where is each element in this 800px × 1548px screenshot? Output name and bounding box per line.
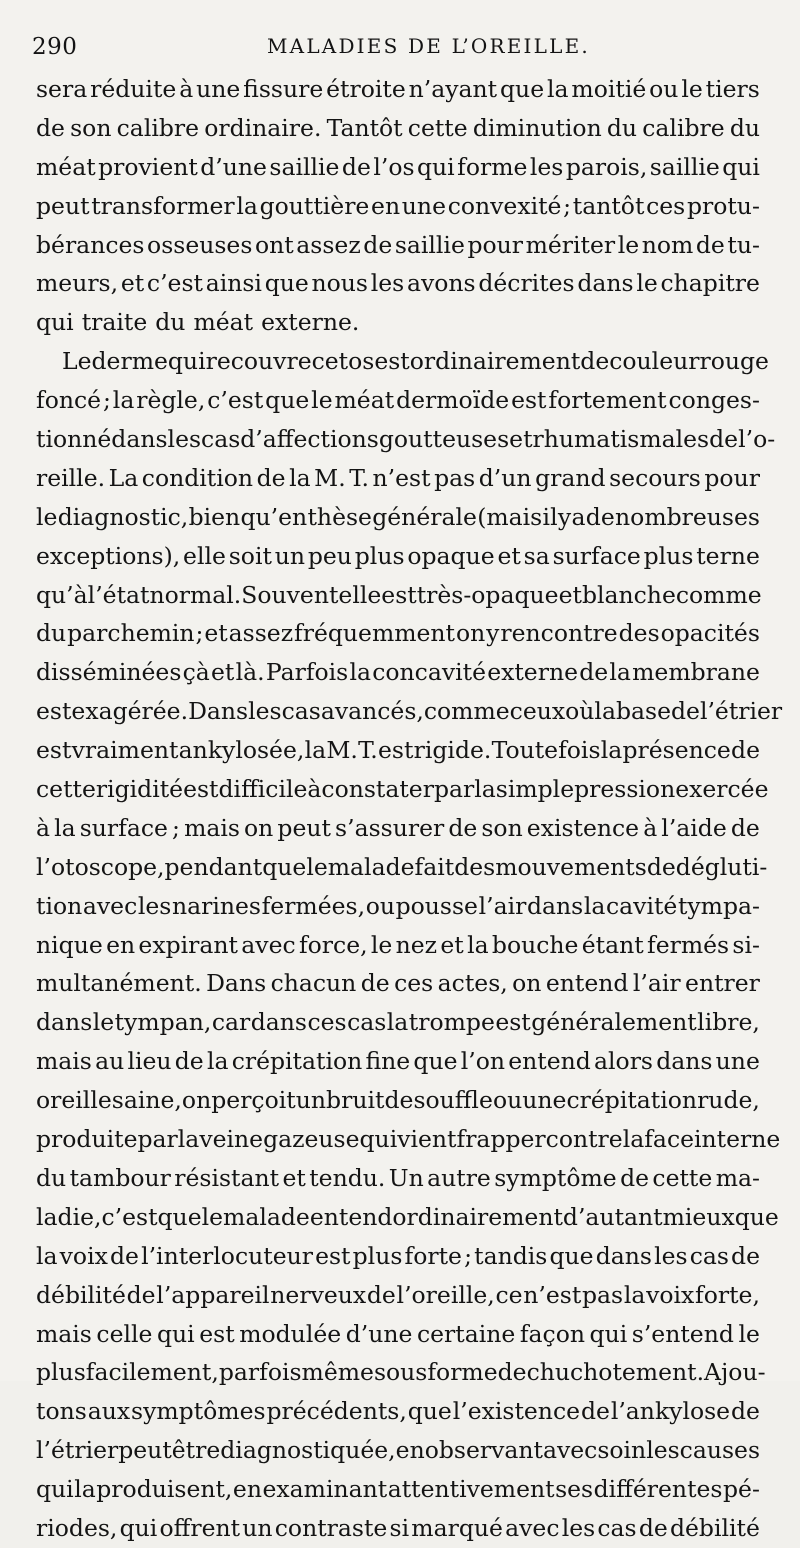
text-line: l’otoscope, pendant que le malade fait des mouvements de dégluti- bbox=[36, 852, 768, 881]
text-line: mais au lieu de la crépitation fine que l’on entend alors dans une bbox=[36, 1047, 760, 1076]
text-line: foncé ; la règle, c’est que le méat dermoïde est fortement conges- bbox=[36, 386, 760, 415]
text-line: du parchemin ; et assez fréquemment on y rencontre des opacités bbox=[36, 619, 760, 648]
text-line: qui traite du méat externe. bbox=[36, 308, 360, 337]
running-head bbox=[32, 30, 760, 62]
text-line: le diagnostic, bien qu’en thèse générale (mais il y a de nombreuses bbox=[36, 502, 760, 531]
body-text bbox=[36, 70, 783, 1548]
text-line: méat provient d’une saillie de l’os qui forme les parois, saillie qui bbox=[36, 152, 760, 181]
text-line: ladie, c’est que le malade entend ordinairement d’autant mieux que bbox=[36, 1202, 779, 1231]
text-line: plus facilement, parfois même sous forme de chuchotement. Ajou- bbox=[36, 1358, 766, 1387]
text-line: multanément. Dans chacun de ces actes, on entend l’air entrer bbox=[36, 969, 760, 998]
text-line: riodes, qui offrent un contraste si marqué avec les cas de débilité bbox=[36, 1513, 760, 1542]
text-line: tons aux symptômes précédents, que l’existence de l’ankylose de bbox=[36, 1397, 760, 1426]
text-line: du tambour résistant et tendu. Un autre symptôme de cette ma- bbox=[36, 1163, 760, 1192]
text-line: tion avec les narines fermées, ou pousse l’air dans la cavité tympa- bbox=[36, 891, 760, 920]
text-line: mais celle qui est modulée d’une certaine façon qui s’entend le bbox=[36, 1319, 760, 1348]
text-line: Le derme qui recouvre cet os est ordinairement de couleur rouge bbox=[62, 347, 769, 376]
text-line: bérances osseuses ont assez de saillie pour mériter le nom de tu- bbox=[36, 230, 760, 259]
text-line: disséminées çà et là. Parfois la concavité externe de la membrane bbox=[36, 658, 760, 687]
text-line: dans le tympan, car dans ces cas la trompe est généralement libre, bbox=[36, 1008, 760, 1037]
text-line: produite par la veine gazeuse qui vient frapper contre la face interne bbox=[36, 1125, 781, 1154]
text-line: qu’à l’état normal. Souvent elle est très-opaque et blanche comme bbox=[36, 580, 762, 609]
text-line: de son calibre ordinaire. Tantôt cette diminution du calibre du bbox=[36, 113, 760, 142]
text-line: qui la produisent, en examinant attentivement ses différentes pé- bbox=[36, 1475, 760, 1504]
text-line: est vraiment ankylosée, la M. T. est rigide. Toutefois la présence de bbox=[36, 736, 760, 765]
page-number: 290 bbox=[32, 34, 78, 60]
text-line: cette rigidité est difficile à constater par la simple pression exercée bbox=[36, 775, 769, 804]
text-line: sera réduite à une fissure étroite n’ayant que la moitié ou le tiers bbox=[36, 75, 760, 103]
text-line: la voix de l’interlocuteur est plus forte ; tandis que dans les cas de bbox=[36, 1241, 760, 1270]
text-line: peut transformer la gouttière en une convexité ; tantôt ces protu- bbox=[36, 191, 760, 220]
text-line: tionné dans les cas d’affections goutteuses et rhumatismales de l’o- bbox=[36, 425, 776, 454]
text-line: nique en expirant avec force, le nez et la bouche étant fermés si- bbox=[36, 930, 760, 959]
text-line: exceptions), elle soit un peu plus opaque et sa surface plus terne bbox=[36, 541, 760, 570]
text-line: est exagérée. Dans les cas avancés, comme ceux où la base de l’étrier bbox=[36, 697, 783, 726]
text-line: débilité de l’appareil nerveux de l’oreille, ce n’est pas la voix forte, bbox=[36, 1280, 760, 1309]
text-line: meurs, et c’est ainsi que nous les avons décrites dans le chapitre bbox=[36, 269, 760, 298]
text-line: reille. La condition de la M. T. n’est pas d’un grand secours pour bbox=[36, 463, 760, 492]
text-line: l’étrier peut être diagnostiquée, en observant avec soin les causes bbox=[36, 1436, 761, 1465]
running-title: MALADIES DE L’OREILLE. bbox=[267, 34, 590, 58]
text-line: à la surface ; mais on peut s’assurer de son existence à l’aide de bbox=[36, 813, 760, 842]
text-line: oreille saine, on perçoit un bruit de souffle ou une crépitation rude, bbox=[36, 1086, 760, 1115]
